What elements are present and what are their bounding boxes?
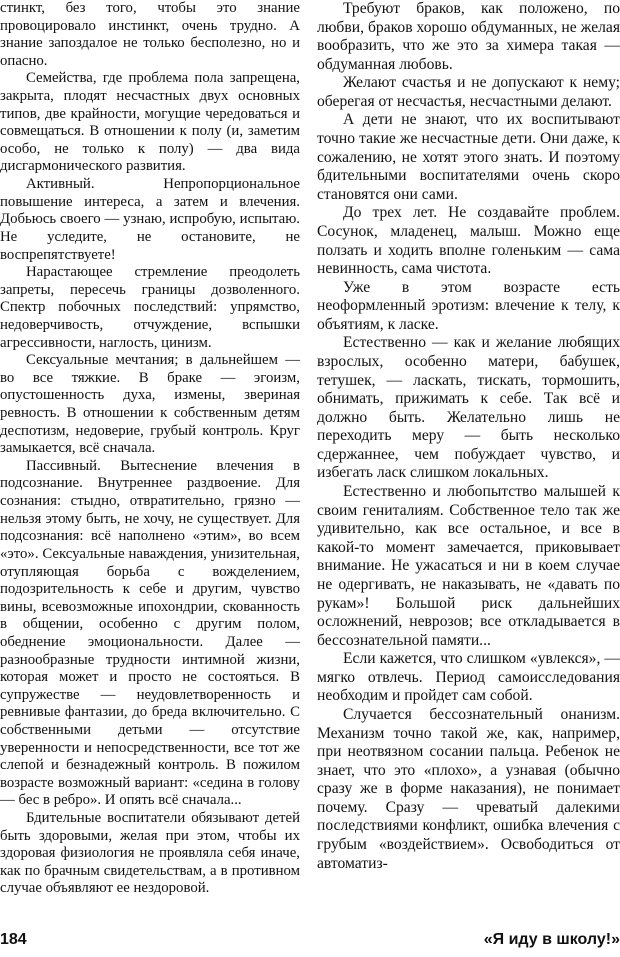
- running-title: «Я иду в школу!»: [483, 931, 620, 948]
- paragraph: стинкт, без того, чтобы это знание провоцировало инстинкт, очень трудно. А знание запоздалое не только бесполезно, но и опасно.: [0, 0, 300, 69]
- paragraph: Сексуальные мечтания; в дальнейшем — во все тяжкие. В браке — эгоизм, опустошенность духа, измены, звериная ревность. В отношении к собственным детям деспотизм, недоверие, грубый контроль. Круг замыкается, всё сначала.: [0, 352, 300, 457]
- paragraph: Активный. Непропорциональное повышение интереса, а затем и влечения. Добьюсь своего — узнаю, испробую, испытаю. Не уследите, не остановите, не воспрепятствуете!: [0, 176, 300, 263]
- paragraph: Желают счастья и не допускают к нему; оберегая от несчастья, несчастными делают.: [317, 74, 620, 110]
- paragraph: Бдительные воспитатели обязывают детей быть здоровыми, желая при этом, чтобы их здоровая физиология не проявляла себя иначе, как по брачным свидетельствам, а в противном случае объявляют ее нездоровой.: [0, 810, 300, 897]
- paragraph: Случается бессознательный онанизм. Механизм точно такой же, как, например, при неотвязном сосании пальца. Ребенок не знает, что это «плохо», а узнавая (обычно сразу же в форме наказания), не понимает почему. Сразу — чреватый далекими последствиями конфликт, ошибка влечения с грубым «воздействием». Освободиться от автоматиз-: [317, 705, 620, 872]
- page-number: 184: [0, 931, 27, 948]
- paragraph: Нарастающее стремление преодолеть запреты, пересечь границы дозволенного. Спектр побочных последствий: упрямство, недоверчивость, отчуждение, вспышки агрессивности, наглость, цинизм.: [0, 264, 300, 351]
- paragraph: А дети не знают, что их воспитывают точно такие же несчастные дети. Они даже, к сожалению, не хотят этого знать. И поэтому бдительными воспитателями очень скоро становятся они сами.: [317, 111, 620, 203]
- right-text-column: [317, 0, 620, 873]
- paragraph: Пассивный. Вытеснение влечения в подсознание. Внутреннее раздвоение. Для сознания: стыдно, отвратительно, грязно — нельзя этому быть, не хочу, не существует. Для подсознания: всё наполнено «этим», во всем «это». Сексуальные наваждения, унизительная, отупляющая борьба с вожделением, подозрительность к себе и другим, чувство вины, всевозможные ипохондрии, скованность в общении, особенно с другим полом, обеднение эмоциональности. Далее — разнообразные трудности интимной жизни, которая может и просто не состояться. В супружестве — неудовлетворенность и ревнивые фантазии, до бреда включительно. С собственными детьми — отсутствие уверенности и непосредственности, все тот же слепой и безнадежный контроль. В пожилом возрасте возможный вариант: «седина в голову — бес в ребро». И опять всё сначала...: [0, 457, 300, 809]
- paragraph: Семейства, где проблема пола запрещена, закрыта, плодят несчастных двух основных типов, две крайности, могущие чередоваться и совмещаться. В отношении к полу (и, заметим особо, не только к полу) — два вида дисгармонического развития.: [0, 70, 300, 175]
- paragraph: Если кажется, что слишком «увлекся», — мягко отвлечь. Период самоисследования необходим и пройдет сам собой.: [317, 650, 620, 705]
- paragraph: До трех лет. Не создавайте проблем. Сосунок, младенец, малыш. Можно еще ползать и ходить вполне голеньким — сама невинность, сама чистота.: [317, 204, 620, 278]
- paragraph: Требуют браков, как положено, по любви, браков хорошо обдуманных, не желая вообразить, что же это за химера такая — обдуманная любовь.: [317, 0, 620, 73]
- paragraph: Уже в этом возрасте есть неоформленный эротизм: влечение к телу, к объятиям, к ласке.: [317, 278, 620, 333]
- left-text-column: [0, 0, 300, 898]
- paragraph: Естественно — как и желание любящих взрослых, особенно матери, бабушек, тетушек, — ласкать, тискать, тормошить, обнимать, прижимать к себе. Так всё и должно быть. Желательно лишь не переходить меру — быть несколько сдержаннее, чем побуждает чувство, и избегать ласк слишком локальных.: [317, 334, 620, 482]
- paragraph: Естественно и любопытство малышей к своим гениталиям. Собственное тело так же удивительно, как все остальное, и все в какой-то момент замечается, приковывает внимание. Не ужасаться и ни в коем случае не одергивать, не наказывать, не «давать по рукам»! Большой риск дальнейших осложнений, неврозов; все откладывается в бессознательной памяти...: [317, 483, 620, 649]
